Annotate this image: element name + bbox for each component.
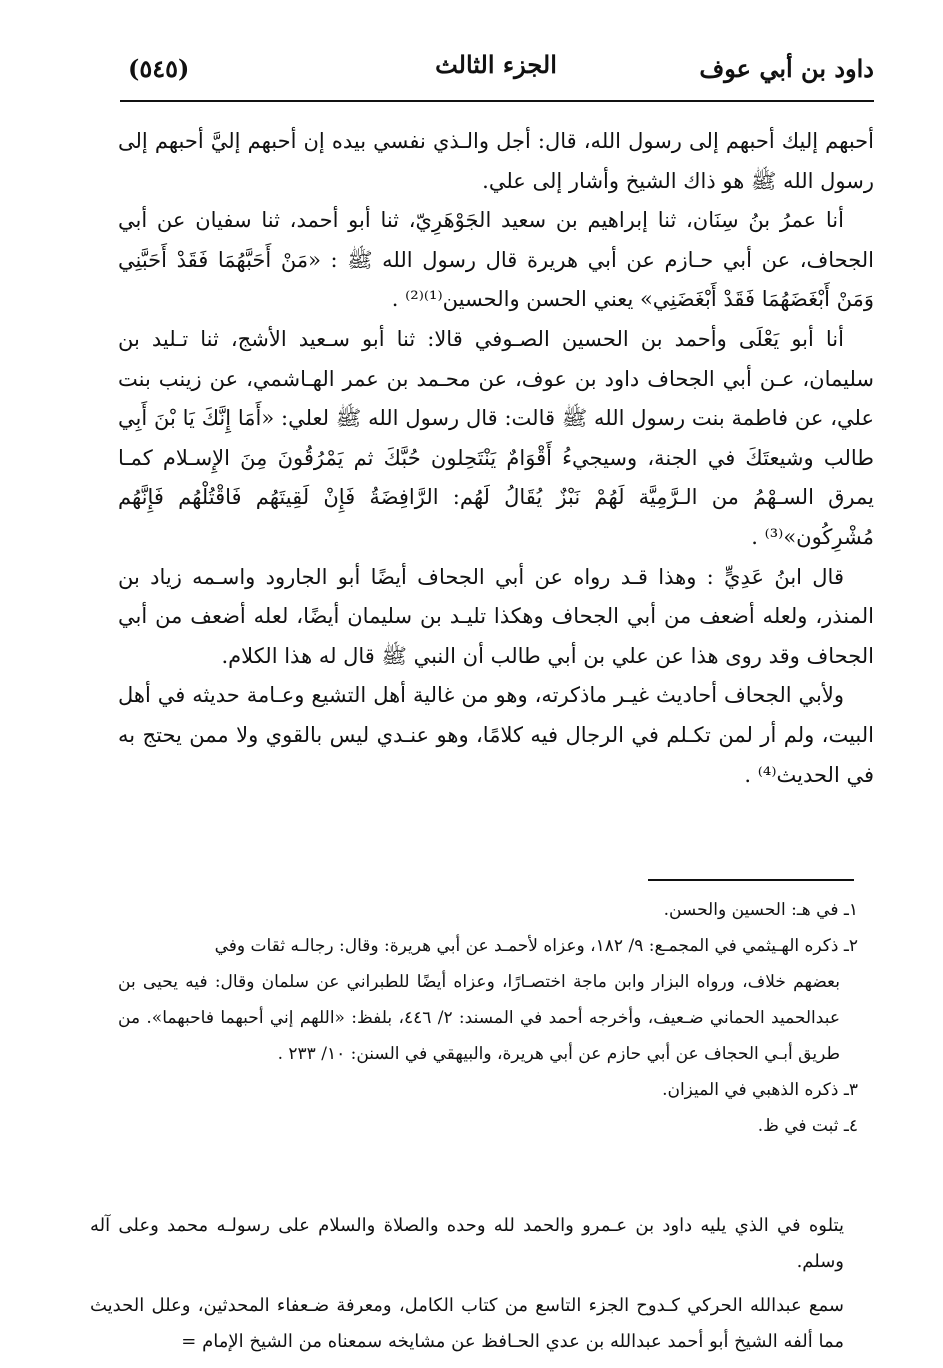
paragraph-4: قال ابنُ عَدِيٍّ : وهذا قـد رواه عن أبي الجحاف أيضًا أبو الجارود واسـمه زياد بن المنذر، ولعله أضعف من أبي الجحاف وهكذا تليـد بن سليمان أيضًا، لعله أضعف من أبي الجحاف وقد روى هذا عن علي بن أبي طالب أن النبي ﷺ قال له هذا الكلام.	[118, 564, 874, 668]
volume-title: الجزء الثالث	[435, 50, 557, 79]
footnote-2: ٢ـ ذكره الهـيثمي في المجمـع: ٩/ ١٨٢، وعزاه لأحمـد عن أبي هريرة: وقال: رجالـه ثقات وفي	[214, 936, 858, 956]
colophon-spacer	[90, 1280, 844, 1288]
running-title: داود بن أبي عوف	[699, 54, 874, 83]
paragraph-3: أنا أبو يَعْلَى وأحمد بن الحسين الصـوفي قالا: ثنا أبو سـعيد الأشج، ثنا تـليد بن سليمان، عـن أبي الجحاف داود بن عوف، عن محـمد بن عمر الهـاشمي، عن زينب بنت علي، عن فاطمة بنت رسول الله ﷺ قالت: قال رسول الله ﷺ لعلي: «أَمَا إِنَّكَ يَا بْنَ أَبِي طالب وشيعتَكَ في الجنة، وسيجيءُ أَقْوَامٌ يَنْتَحِلون حُبَّكَ ثم يَمْرُقُونَ مِنَ الإِسـلام كمـا يمرق السـهْمُ من الـرَّمِيَّة لَهُمْ نَبْزٌ يُقَالُ لَهُم: الرَّافِضَةُ فَإِنْ لَقِيتَهُم فَاقْتُلْهُم فَإِنَّهُم مُشْرِكُون»⁽³⁾ .	[118, 326, 874, 549]
main-text	[118, 122, 874, 795]
paragraph-1: أحبهم إليك أحبهم إلى رسول الله، قال: أجل والـذي نفسي بيده إن أحبهم إليَّ أحبهم إلى رسول الله ﷺ هو ذاك الشيخ وأشار إلى علي.	[118, 129, 874, 193]
paragraph-5: ولأبي الجحاف أحاديث غيـر ماذكرته، وهو من غالية أهل التشيع وعـامة حديثه في أهل البيت، ولم أر لمن تكـلم في الرجال فيه كلامًا، وهو عنـدي ليس بالقوي ولا ممن يحتج به في الحديث⁽⁴⁾ .	[118, 683, 874, 787]
footnote-4: ٤ـ ثبت في ظ.	[757, 1116, 858, 1136]
footnote-3: ٣ـ ذكره الذهبي في الميزان.	[662, 1080, 858, 1100]
header-divider	[120, 100, 874, 102]
colophon	[90, 1208, 844, 1360]
page-number: (٥٤٥)	[128, 54, 190, 83]
footnote-1: ١ـ في هـ: الحسين والحسن.	[663, 900, 858, 920]
footnotes	[118, 892, 858, 1144]
footnote-2-continued: بعضهم خلاف، ورواه البزار وابن ماجة اختصـارًا، وعزاه أيضًا للطبراني عن سلمان وقال: فيه يحيى بن عبدالحميد الحماني ضـعيف، وأخرجه أحمد في المسند: ٢/ ٤٤٦، بلفظ: «اللهم إني أحبهما فاحبهما». من طريق أبـي الحجاف عن أبي حازم عن أبي هريرة، والبيهقي في السنن: ١٠/ ٢٣٣ .	[118, 972, 840, 1064]
footnote-divider	[648, 879, 854, 881]
page-header	[118, 44, 874, 92]
colophon-line-1: يتلوه في الذي يليه داود بن عـمرو والحمد لله وحده والصلاة والسلام على رسولـه محمد وعلى آله وسلم.	[90, 1215, 844, 1272]
paragraph-2: أنا عمرُ بنُ سِنَان، ثنا إبراهيم بن سعيد الجَوْهَرِيّ، ثنا أبو أحمد، ثنا سفيان عن أبي الجحاف، عن أبي حـازم عن أبي هريرة قال رسول الله ﷺ : «مَنْ أَحَبَّهُمَا فَقَدْ أَحَبَّنِي وَمَنْ أَبْغَضَهُمَا فَقَدْ أَبْغَضَنِي» يعني الحسن والحسين⁽¹⁾⁽²⁾ .	[118, 208, 874, 312]
colophon-line-2: سمع عبدالله الحركي كـدوح الجزء التاسع من كتاب الكامل، ومعرفة ضـعفاء المحدثين، وعلل الحديث مما ألفه الشيخ أبو أحمد عبدالله بن عدي الحـافظ عن مشايخه سمعناه من الشيخ الإمام =	[90, 1295, 844, 1352]
